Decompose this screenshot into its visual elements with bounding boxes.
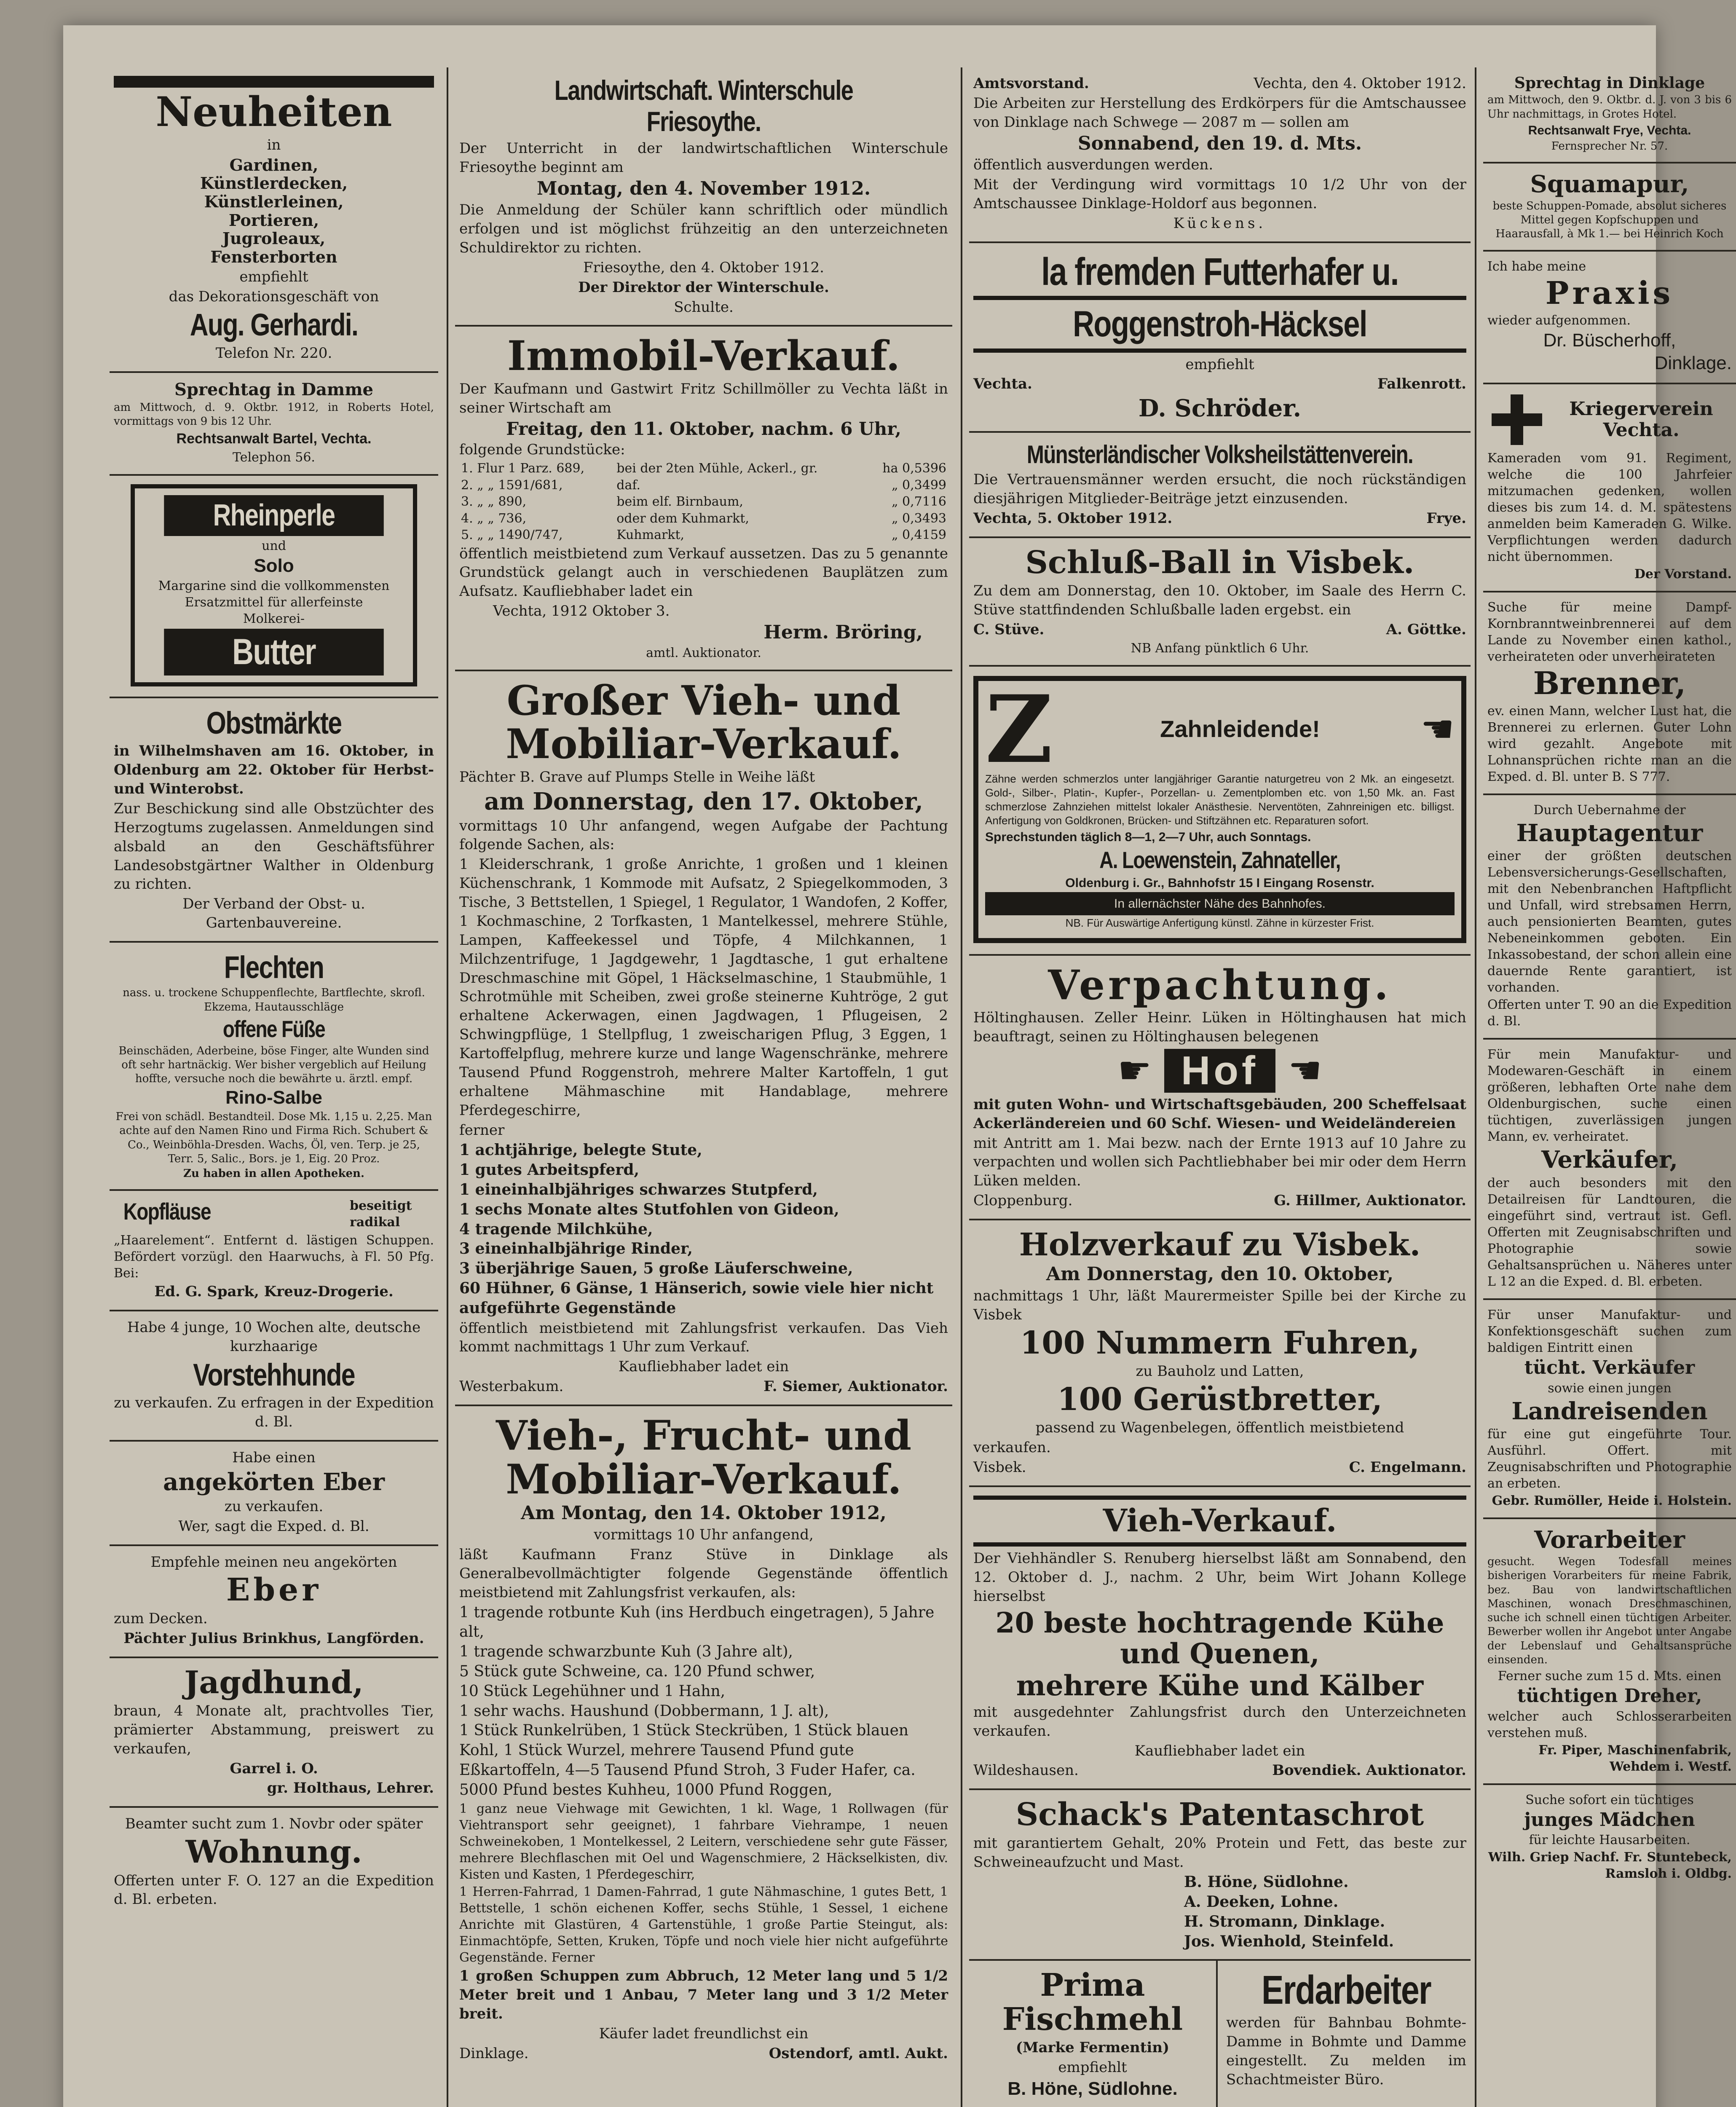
- ad-text: sowie einen jungen: [1548, 1381, 1672, 1396]
- ad-signature: A. Göttke.: [1386, 621, 1466, 638]
- ad-text: ev. einen Mann, welcher Lust hat, die Brennerei zu erlernen. Guter Lohn wird gezahlt. Angebote mit Lohnansprüchen richte man an die Exped. d. Bl. unter B. S 777.: [1487, 703, 1732, 784]
- ad-title: Verkäufer,: [1541, 1146, 1678, 1174]
- ad-phone: Telefon Nr. 220.: [215, 344, 332, 362]
- ad-name: Aug. Gerhardi.: [190, 307, 358, 343]
- ad-brenner: [1483, 592, 1736, 795]
- ad-text: öffentlich meistbietend zum Verkauf aussetzen. Das zu 5 genannte Grundstück gelangt auch in verschiedenen Bauplätzen zum Aufsatz. Kaufliebhaber ladet ein: [459, 545, 948, 600]
- ad-title: Schluß-Ball in Visbek.: [1025, 544, 1415, 581]
- ad-signature: Ed. G. Spark, Kreuz-Drogerie.: [154, 1283, 394, 1300]
- sellers-list: [973, 1872, 1466, 1951]
- list-item: 1 eineinhalbjähriges schwarzes Stutpferd,: [459, 1181, 818, 1198]
- ad-date: Montag, den 4. November 1912.: [536, 177, 871, 199]
- list-item: A. Deeken, Lohne.: [1184, 1893, 1339, 1911]
- ad-signature: Bovendiek. Auktionator.: [1272, 1762, 1466, 1779]
- ad-headline: mehrere Kühe und Kälber: [1016, 1669, 1424, 1702]
- column-rule: [1475, 67, 1476, 2107]
- ad-text: Suche sofort ein tüchtiges: [1525, 1792, 1694, 1807]
- ad-text: Habe einen: [232, 1449, 316, 1466]
- ad-text: Der Unterricht in der landwirtschaftlichen Winterschule Friesoythe beginnt am: [459, 139, 948, 176]
- plot-cell: 1. Flur 1 Parz. 689,: [461, 461, 585, 476]
- column-rule: [961, 67, 962, 2107]
- ad-text: in: [267, 136, 281, 153]
- ad-headline: offene Füße: [222, 1015, 325, 1042]
- ad-text: 1 Kleiderschrank, 1 große Anrichte, 1 großen und 1 kleinen Küchenschrank, 1 Kommode mit Aufsatz, 2 Spiegelkommoden, 3 Tische, 3 Bettstellen, 1 Spiegel, 1 Regulator, 1 Wandofen, 2 Koffer, 1 Kochmaschine, 2 Torfkasten, 1 Mantelkessel, mehrere Stühle, Lampen, Kaffeekessel und Töpfe, 4 Milchkannen, 1 Milchzentrifuge, 1 Jagdgewehr, 1 Jagdtasche, 1 gut erhaltene Dreschmaschine mit Göpel, 1 Häckselmaschine, 1 Staubmühle, 1 Schrotmühle mit Scheiben, zwei große steinerne Kuhtröge, 2 gut erhaltene Ackerwagen, einen Jagdwagen, 1 Pflugeisen, 2 Schwingpflüge, 1 Stellpflug, 1 zweischarigen Pflug, 3 Eggen, 1 Kartoffelpflug, mehrere kurze und lange Wagenschränke, mehrere Tausend Pfund Roggenstroh, mehrere Malter Kartoffeln, 1 gut erhaltene Mähmaschine mit Handablage, mehrere Pferdegeschirre,: [459, 856, 948, 1119]
- ad-text: zu verkaufen.: [224, 1498, 324, 1515]
- plot-cell: oder dem Kuhmarkt,: [616, 511, 749, 526]
- ad-text: Käufer ladet freundlichst ein: [599, 2025, 809, 2043]
- list-item: 10 Stück Legehühner und 1 Hahn,: [459, 1682, 726, 1700]
- ad-vieh-verkauf: [969, 1487, 1471, 1790]
- ad-place: Dinklage.: [459, 2045, 529, 2062]
- list-item: B. Höne, Südlohne.: [1184, 1873, 1349, 1891]
- ad-phone: Fernsprecher Nr. 57.: [1551, 139, 1668, 153]
- ad-maedchen: [1483, 1785, 1736, 1891]
- ad-title: Vorarbeiter: [1534, 1526, 1685, 1554]
- ad-vorstehhunde: [110, 1311, 438, 1442]
- plots-table: [459, 460, 948, 544]
- ad-title: Kriegerverein Vechta.: [1569, 398, 1713, 441]
- list-item: 1 tragende rotbunte Kuh (ins Herdbuch eingetragen), 5 Jahre alt,: [459, 1603, 935, 1641]
- column-4: [1483, 67, 1736, 2107]
- ad-title: Landreisenden: [1511, 1397, 1708, 1425]
- ad-sprechtag-dinklage: [1483, 67, 1736, 164]
- list-item: 1 Stück Runkelrüben, 1 Stück Steckrüben, 1 Stück blauen Kohl, 1 Stück Wurzel, mehrere Tausend Pfund gute Eßkartoffeln, 4—5 Tausend Pfund Stroh, 3 Fuder Hafer, ca. 5000 Pfund bestes Kuhheu, 1000 Pfund Roggen,: [459, 1722, 916, 1799]
- ad-text: Suche für meine Dampf-Kornbranntweinbrennerei auf dem Lande zu November einen kathol., verheirateten oder unverheirateten: [1487, 600, 1732, 665]
- ad-signature: F. Siemer, Auktionator.: [764, 1378, 948, 1395]
- plot-cell: 5. „ „ 1490/747,: [461, 528, 563, 542]
- plot-cell: daf.: [616, 477, 640, 493]
- ad-text: braun, 4 Monate alt, prachtvolles Tier, prämierter Abstammung, preiswert zu verkaufen,: [114, 1702, 434, 1757]
- ad-text: (Marke Fermentin): [1015, 2039, 1170, 2056]
- ad-signature: Schulte.: [674, 298, 734, 316]
- ad-text: Zähne werden schmerzlos unter langjähriger Garantie naturgetreu von 2 Mk. an eingesetzt. Gold-, Silber-, Platin-, Kupfer-, Porzellan- u. Zementplomben etc. von 1,50 Mk. an. Fast schmerzlose Zahnziehen mittelst lokaler Anästhesie. Nerventöten, Zahnreinigen etc. billigst. Anfertigung von Goldkronen, Brücken- und Stiftzähnen etc. Reparaturen sofort.: [985, 772, 1455, 827]
- ad-hauptagentur: [1483, 795, 1736, 1040]
- ad-text: Empfehle meinen neu angekörten: [150, 1553, 397, 1571]
- ad-title: Schack's Patentaschrot: [1015, 1796, 1424, 1833]
- ad-text: zu verkaufen. Zu erfragen in der Expedition d. Bl.: [114, 1394, 434, 1431]
- ad-text: 1 ganz neue Viehwage mit Gewichten, 1 kl. Wage, 1 Rollwagen (für Viehtransport sehr geeignet), 1 fahrbare Viehrampe, 1 neuen Schweinekoben, 1 Montelkessel, 2 Leitern, verschiedene sehr gute Fässer, mehrere Blechflaschen mit Oel und Wagenschmiere, 2 Häckselkisten, div. Kisten und Kasten, 1 Pferdegeschirr,: [459, 1801, 948, 1882]
- ad-text: nass. u. trockene Schuppenflechte, Bartflechte, skrofl. Ekzema, Hautausschläge: [123, 986, 425, 1013]
- plot-cell: 3. „ „ 890,: [461, 494, 527, 509]
- ad-signature: Fr. Piper, Maschinenfabrik, Wehdem i. Westf.: [1538, 1742, 1732, 1774]
- ad-text: mit guten Wohn- und Wirtschaftsgebäuden, 200 Scheffelsaat Ackerländereien und 60 Schf. Wiesen- und Weideländereien: [973, 1096, 1466, 1132]
- ad-title: Praxis: [1545, 275, 1674, 311]
- ad-title: Roggenstroh-Häcksel: [1073, 303, 1367, 344]
- ad-title: Eber: [226, 1572, 322, 1608]
- ad-headline: Hof: [1164, 1049, 1275, 1093]
- list-item: 60 Hühner, 6 Gänse, 1 Hänserich, sowie viele hier nicht aufgeführte Gegenstände: [459, 1279, 934, 1317]
- ad-title: Obstmärkte: [206, 705, 342, 740]
- ad-futterhafer: [969, 243, 1471, 433]
- ad-signature: amtl. Auktionator.: [646, 645, 761, 660]
- ad-title: Münsterländischer Volksheilstättenverein.: [1026, 440, 1413, 469]
- list-item: 1 sehr wachs. Haushund (Dobbermann, 1 J. alt),: [459, 1702, 829, 1720]
- ad-text: und: [262, 538, 286, 553]
- ad-text: Mit der Verdingung wird vormittags 10 1/2 Uhr von der Amtschaussee Dinklage-Holdorf aus begonnen.: [973, 176, 1466, 212]
- ad-name: Rechtsanwalt Frye, Vechta.: [1528, 123, 1691, 137]
- ad-signature: Wilh. Griep Nachf. Fr. Stuntebeck, Ramsloh i. Oldbg.: [1488, 1850, 1732, 1882]
- ad-title: Erdarbeiter: [1262, 1967, 1431, 2013]
- ad-praxis: [1483, 252, 1736, 385]
- ad-text: der auch besonders mit den Detailreisen für Landtouren, die eingeführt sind, vertraut ist. Gefl. Offerten mit Zeugnisabschriften und Photographie sowie Gehaltsansprüchen u. Näheres unter L 12 an die Exped. d. Bl. erbeten.: [1487, 1176, 1732, 1289]
- ad-signature: Kückens.: [1173, 214, 1267, 232]
- ad-text: mit garantiertem Gehalt, 20% Protein und Fett, das beste zur Schweineaufzucht und Mast.: [973, 1834, 1466, 1871]
- ad-vorarbeiter: [1483, 1519, 1736, 1785]
- ad-place: Vechta, den 4. Oktober 1912.: [1254, 75, 1466, 92]
- ad-title: Neuheiten: [155, 88, 392, 136]
- ad-kriegerverein: [1483, 384, 1736, 592]
- ad-signature: gr. Holthaus, Lehrer.: [267, 1780, 434, 1797]
- plot-row: [459, 527, 948, 544]
- plot-cell: 2. „ „ 1591/681,: [461, 477, 563, 493]
- ad-title: Prima Fischmehl: [1002, 1967, 1183, 2038]
- ad-text: „Haarelement“. Entfernt d. lästigen Schuppen. Befördert vorzügl. den Haarwuchs, à Fl. 50 Pfg. Bei:: [114, 1233, 434, 1281]
- ad-volksheilstaetten: [969, 433, 1471, 538]
- ad-place: Falkenrott.: [1377, 375, 1466, 393]
- plot-cell: „ 0,3499: [891, 477, 946, 493]
- ad-vieh-mobiliar-2: [455, 1406, 952, 2072]
- column-1: [110, 67, 438, 2107]
- list-item: 1 achtjährige, belegte Stute,: [459, 1141, 702, 1159]
- ad-immobil-verkauf: [455, 327, 952, 671]
- list-item: Jos. Wienhold, Steinfeld.: [1184, 1932, 1394, 1950]
- ad-holzverkauf: [969, 1220, 1471, 1487]
- ad-kopflaeuse: [110, 1191, 438, 1311]
- ad-name: A. Loewenstein, Zahnateller,: [1099, 846, 1340, 873]
- ad-text: verkaufen.: [973, 1439, 1051, 1456]
- ad-squamapur: [1483, 164, 1736, 252]
- ad-title: Großer Vieh- und Mobiliar-Verkauf.: [506, 676, 902, 768]
- ad-text: Der Kaufmann und Gastwirt Fritz Schillmöller zu Vechta läßt in seiner Wirtschaft am: [459, 381, 948, 416]
- ad-wohnung: [110, 1808, 438, 1917]
- ad-text: öffentlich meistbietend mit Zahlungsfrist verkaufen. Das Vieh kommt nachmittags 1 Uhr zum Verkauf.: [459, 1319, 948, 1356]
- ad-eber-1: [110, 1442, 438, 1546]
- ad-title: Vieh-, Frucht- und Mobiliar-Verkauf.: [496, 1412, 912, 1503]
- ad-text: Wer, sagt die Exped. d. Bl.: [178, 1517, 370, 1535]
- ad-text: Zu haben in allen Apotheken.: [183, 1167, 364, 1180]
- ad-text: zum Decken.: [114, 1610, 208, 1627]
- ad-place: Westerbakum.: [459, 1378, 564, 1395]
- ad-title: Holzverkauf zu Visbek.: [1019, 1227, 1421, 1263]
- ad-text: Für unser Manufaktur- und Konfektionsgeschäft suchen zum baldigen Eintritt einen: [1487, 1308, 1732, 1356]
- ad-winterschule: [455, 67, 952, 327]
- ad-title: junges Mädchen: [1524, 1809, 1695, 1831]
- ad-signature: Gebr. Rumöller, Heide i. Holstein.: [1492, 1493, 1732, 1509]
- ad-title: Brenner,: [1533, 665, 1686, 702]
- ad-place: Friesoythe, den 4. Oktober 1912.: [583, 259, 824, 276]
- ad-title: Sprechtag in Dinklage: [1514, 74, 1705, 92]
- ad-text: einer der größten deutschen Lebensversicherungs-Gesellschaften, mit den Nebenbranchen Haftpflicht und Unfall, wird strebsamen Herrn, auch pensionierten Beamten, gutes Nebeneinkommen geboten. Ein Inkassobestand, der schon allein eine dauernde Rente garantiert, ist vorhanden.: [1487, 849, 1732, 995]
- ad-sprechtag-damme: [110, 373, 438, 476]
- list-item: 1 sechs Monate altes Stutfohlen von Gideon,: [459, 1200, 839, 1218]
- ad-date: am Donnerstag, den 17. Oktober,: [484, 787, 923, 815]
- ad-text: empfiehlt: [239, 268, 308, 285]
- list-item: 5 Stück gute Schweine, ca. 120 Pfund schwer,: [459, 1662, 815, 1680]
- ad-flechten: [110, 943, 438, 1191]
- ad-text: für eine gut eingeführte Tour. Ausführl. Offert. mit Zeugnisabschriften und Photographie an erbeten.: [1487, 1427, 1732, 1491]
- ad-text: Zur Beschickung sind alle Obstzüchter des Herzogtums zugelassen. Anmeldungen sind alsbald an den Geschäftsführer Landesobstgärtner Walther in Oldenburg zu richten.: [114, 800, 434, 893]
- ad-text: Margarine sind die vollkommensten Ersatzmittel für allerfeinste Molkerei-: [158, 579, 390, 627]
- ad-text: Die Vertrauensmänner werden ersucht, die noch rückständigen diesjährigen Mitglieder-Beiträge jetzt einzusenden.: [973, 471, 1466, 507]
- ad-text: empfiehlt: [1185, 356, 1254, 373]
- ad-address: Oldenburg i. Gr., Bahnhofstr 15 I Eingang Rosenstr.: [1065, 876, 1374, 890]
- ad-text: Beinschäden, Aderbeine, böse Finger, alte Wunden sind oft sehr hartnäckig. Wer bisher vergeblich auf Heilung hoffte, versuche noch die bewährte u. ärztl. empf.: [118, 1044, 429, 1086]
- ad-vieh-mobiliar-1: [455, 671, 952, 1406]
- ad-text: in Wilhelmshaven am 16. Oktober, in Oldenburg am 22. Oktober für Herbst- und Winterobst.: [114, 743, 434, 798]
- ad-frame: [131, 484, 417, 686]
- ad-place: Cloppenburg.: [973, 1192, 1073, 1209]
- ad-note: NB Anfang pünktlich 6 Uhr.: [1131, 641, 1309, 656]
- ad-text: Ich habe meine: [1487, 259, 1586, 274]
- pointing-hand-icon: ☚: [1420, 707, 1455, 751]
- ad-text: Habe 4 junge, 10 Wochen alte, deutsche kurzhaarige: [127, 1319, 421, 1355]
- ad-title: Landwirtschaft. Winterschule Friesoythe.: [554, 75, 853, 137]
- list-item: 3 überjährige Sauen, 5 große Läuferschweine,: [459, 1260, 853, 1278]
- ad-text: nachmittags 1 Uhr, läßt Maurermeister Spille bei der Kirche zu Visbek: [973, 1287, 1466, 1323]
- column-rule: [447, 67, 448, 2107]
- ad-amtsvorstand: [969, 67, 1471, 243]
- ad-jagdhund: [110, 1658, 438, 1808]
- ad-eber-2: [110, 1546, 438, 1658]
- ad-place: Visbek.: [973, 1459, 1026, 1476]
- ad-text: am Mittwoch, d. 9. Oktbr. 1912, in Roberts Hotel, vormittags von 9 bis 12 Uhr.: [114, 401, 434, 428]
- ad-title: Zahnleidende!: [1160, 716, 1320, 743]
- ad-name: Rechtsanwalt Bartel, Vechta.: [176, 431, 372, 447]
- ad-fischmehl: [969, 1961, 1218, 2107]
- ad-erdarbeiter: [1222, 1961, 1471, 2098]
- ad-signature: C. Stüve.: [973, 621, 1045, 638]
- ad-text: Zu dem am Donnerstag, den 10. Oktober, im Saale des Herrn C. Stüve stattfindenden Schlußballe laden ergebst. ein: [973, 582, 1466, 618]
- ad-text: Höltinghausen. Zeller Heinr. Lüken in Höltinghausen hat mich beauftragt, seinen zu Höltinghausen belegenen: [973, 1009, 1466, 1045]
- plot-cell: „ 0,3493: [891, 511, 946, 526]
- plot-cell: beim elf. Birnbaum,: [616, 494, 743, 509]
- ad-date: Am Donnerstag, den 10. Oktober,: [1046, 1263, 1394, 1285]
- ad-place: Vechta.: [973, 375, 1032, 393]
- ad-item-list: Gardinen, Künstlerdecken, Künstlerleinen, Portieren, Jugroleaux, Fensterborten: [200, 155, 348, 266]
- ad-date: Am Montag, den 14. Oktober 1912,: [521, 1502, 887, 1524]
- ad-zahnleidende: [969, 667, 1471, 956]
- ad-title: Vorstehhunde: [193, 1357, 355, 1393]
- ad-signature: B. Höne, Südlohne.: [1007, 2078, 1178, 2099]
- ad-title: Squamapur,: [1530, 170, 1689, 198]
- list-item: H. Stromann, Dinklage.: [1184, 1913, 1385, 1931]
- ad-place: Dinklage.: [1654, 352, 1732, 373]
- ad-title: tücht. Verkäufer: [1524, 1357, 1695, 1379]
- ad-title: Verpachtung.: [1048, 961, 1392, 1009]
- ad-phone: Telephon 56.: [233, 450, 315, 465]
- ad-schack-patentaschrot: [969, 1790, 1471, 1960]
- ad-text: Kameraden vom 91. Regiment, welche die 100 Jahrfeier mitzumachen gedenken, wollen dieses bis zum 14. d. M. spätestens anmelden beim Kameraden G. Wilke. Verpflichtungen werden dadurch nicht übernommen.: [1487, 451, 1732, 565]
- ad-date: Sonnabend, den 19. d. Mts.: [1077, 132, 1362, 154]
- ad-title: angekörten Eber: [163, 1468, 385, 1496]
- animals-list: [459, 1140, 948, 1318]
- ad-text: Die Arbeiten zur Herstellung des Erdkörpers für die Amtschaussee von Dinklage nach Schwege — 2087 m — sollen am: [973, 94, 1466, 131]
- ad-text: werden für Bahnbau Bohmte-Damme in Bohmte und Damme eingestellt. Zu melden im Schachtmeister Büro.: [1226, 2014, 1466, 2088]
- ad-text: wieder aufgenommen.: [1487, 313, 1631, 328]
- plot-cell: bei der 2ten Mühle, Ackerl., gr.: [616, 461, 818, 476]
- ad-note: In allernächster Nähe des Bahnhofes.: [985, 892, 1455, 915]
- ad-place: Vechta, 5. Oktober 1912.: [973, 509, 1173, 527]
- ad-text: Pächter B. Grave auf Plumps Stelle in Weihe läßt: [459, 768, 815, 785]
- ad-title: Vieh-Verkauf.: [1103, 1503, 1337, 1539]
- ad-text: folgende Grundstücke:: [459, 441, 625, 458]
- list-item: 4 tragende Milchkühe,: [459, 1220, 653, 1238]
- ad-headline: Rino-Salbe: [225, 1087, 322, 1108]
- ad-rheinperle: [110, 476, 438, 698]
- ad-neuheiten: [110, 67, 438, 373]
- ad-text: läßt Kaufmann Franz Stüve in Dinklage als Generalbevollmächtigter folgende Gegenstände öffentlich meistbietend mit Zahlungsfrist verkaufen, als:: [459, 1546, 948, 1601]
- ad-title: Jagdhund,: [184, 1664, 364, 1701]
- ad-text: Beamter sucht zum 1. Novbr oder später: [125, 1815, 423, 1833]
- ad-text: öffentlich ausverdungen werden.: [973, 156, 1214, 174]
- ad-obstmaerkte: [110, 698, 438, 943]
- ad-landreisend: [1483, 1300, 1736, 1519]
- ad-title: Sprechtag in Damme: [174, 379, 373, 399]
- ad-text: vormittags 10 Uhr anfangend,: [594, 1526, 814, 1544]
- bottom-ads-row: [969, 1961, 1471, 2107]
- newspaper-page: [63, 25, 1732, 2107]
- ad-signature: Pächter Julius Brinkhus, Langförden.: [123, 1630, 424, 1647]
- plot-row: [459, 460, 948, 477]
- ad-tag: beseitigt radikal: [350, 1198, 412, 1230]
- ad-signature: Der Direktor der Winterschule.: [578, 279, 829, 296]
- ad-signature: Frye.: [1426, 509, 1466, 527]
- plot-row: [459, 493, 948, 510]
- ad-place: Wildeshausen.: [973, 1762, 1079, 1779]
- ad-signature: C. Engelmann.: [1349, 1459, 1466, 1476]
- column-3: [969, 67, 1471, 2107]
- ad-title: Immobil-Verkauf.: [507, 332, 900, 380]
- ad-text: das Dekorationsgeschäft von: [169, 288, 379, 305]
- ad-text: Für mein Manufaktur- und Modewaren-Geschäft in einem größeren, lebhaften Orte nahe dem Oldenburgischen, suche einen tüchtigen, zuverlässigen jungen Mann, ev. verheiratet.: [1487, 1047, 1732, 1145]
- plot-row: [459, 510, 948, 527]
- plot-cell: ha 0,5396: [882, 461, 946, 476]
- ad-text: Durch Uebernahme der: [1533, 802, 1686, 818]
- ad-signature: Der Vorstand.: [1634, 567, 1732, 582]
- ad-text: beste Schuppen-Pomade, absolut sicheres Mittel gegen Kopfschuppen und Haarausfall, à Mk 1.— bei Heinrich Koch: [1492, 199, 1727, 241]
- ad-frame: [973, 676, 1466, 943]
- ad-date: Freitag, den 11. Oktober, nachm. 6 Uhr,: [506, 418, 901, 439]
- ad-title: Flechten: [224, 950, 324, 985]
- ad-name: Dr. Büscherhoff,: [1543, 330, 1676, 351]
- ad-text: Offerten unter F. O. 127 an die Expedition d. Bl. erbeten.: [114, 1872, 434, 1908]
- ad-hours: Sprechstunden täglich 8—1, 2—7 Uhr, auch Sonntags.: [985, 830, 1311, 844]
- plot-cell: „ 0,4159: [891, 528, 946, 542]
- ad-text: zu Bauholz und Latten,: [1136, 1363, 1304, 1380]
- ad-signature: Ostendorf, amtl. Aukt.: [769, 2045, 948, 2062]
- ad-text: passend zu Wagenbelegen, öffentlich meistbietend: [1035, 1419, 1404, 1437]
- ad-headline: 100 Nummern Fuhren,: [1020, 1324, 1420, 1361]
- ad-schlussball: [969, 538, 1471, 667]
- ad-signature: Der Verband der Obst- u. Gartenbauvereine.: [182, 895, 365, 932]
- ad-signature: Herm. Bröring,: [764, 622, 923, 643]
- ad-text: Kaufliebhaber ladet ein: [1134, 1742, 1305, 1759]
- ad-text: vormittags 10 Uhr anfangend, wegen Aufgabe der Pachtung folgende Sachen, als:: [459, 817, 948, 853]
- list-item: 3 eineinhalbjährige Rinder,: [459, 1240, 693, 1258]
- ad-title: Amtsvorstand.: [973, 75, 1089, 92]
- ad-text: Frei von schädl. Bestandteil. Dose Mk. 1,15 u. 2,25. Man achte auf den Namen Rino und Firma Rich. Schubert & Co., Weinböhla-Dresden. Wachs, Öl, ven. Terp. je 25, Terr. 5, Salic., Bors. je 1, Eig. 20 Proz.: [115, 1110, 432, 1165]
- initial-letter: Z: [985, 674, 1053, 784]
- plot-cell: „ 0,7116: [891, 494, 946, 509]
- ad-signature: D. Schröder.: [1138, 394, 1302, 423]
- ad-signature: Garrel i. O.: [230, 1760, 318, 1777]
- ad-text: Kaufliebhaber ladet ein: [618, 1358, 789, 1375]
- ad-text: Die Anmeldung der Schüler kann schriftlich oder mündlich erfolgen und ist möglichst frühzeitig an den unterzeichneten Schuldirektor zu richten.: [459, 201, 948, 256]
- ad-text: Ferner suche zum 15 d. Mts. einen: [1498, 1669, 1722, 1684]
- ad-title: tüchtigen Dreher,: [1517, 1685, 1702, 1707]
- ad-text: Der Viehhändler S. Renuberg hierselbst läßt am Sonnabend, den 12. Oktober d. J., nachm. 2 Uhr, beim Wirt Johann Kollege hierselbst: [973, 1550, 1466, 1605]
- ad-headline: 20 beste hochtragende Kühe und Quenen,: [995, 1606, 1444, 1670]
- ad-text: Offerten unter T. 90 an die Expedition d. Bl.: [1487, 997, 1732, 1029]
- ad-place: Vechta, 1912 Oktober 3.: [493, 603, 670, 620]
- ad-text: empfiehlt: [1058, 2059, 1127, 2076]
- ad-title: la fremden Futterhafer u.: [1041, 250, 1398, 293]
- plot-cell: Kuhmarkt,: [616, 528, 685, 542]
- ad-text: gesucht. Wegen Todesfall meines bisherigen Vorarbeiters für meine Fabrik, bez. Bau von landwirtschaftlichen Maschinen, wonach Dreschmaschinen, suche ich schnell einen tüchtigen Arbeiter. Bewerber wollen ihr Angebot unter Angabe der Lebenslauf und Gehaltsansprüche einsenden.: [1487, 1555, 1732, 1666]
- ad-verpachtung: [969, 956, 1471, 1220]
- ad-title: Hauptagentur: [1516, 819, 1703, 847]
- ad-title: Wohnung.: [185, 1834, 362, 1871]
- brand-logo: Rheinperle: [164, 495, 384, 536]
- divider: [114, 76, 434, 88]
- pointing-hand-icon: ☛: [1117, 1048, 1152, 1093]
- brand-logo: Solo: [254, 555, 294, 576]
- ad-headline: 100 Gerüstbretter,: [1057, 1381, 1382, 1418]
- ad-text: am Mittwoch, den 9. Oktbr. d. J. von 3 bis 6 Uhr nachmittags, in Grotes Hotel.: [1487, 94, 1732, 121]
- plot-cell: 4. „ „ 736,: [461, 511, 527, 526]
- list-item: 1 gutes Arbeitspferd,: [459, 1161, 640, 1179]
- ad-text: ferner: [459, 1121, 505, 1139]
- items-list: [459, 1603, 948, 1800]
- column-2: [455, 67, 952, 2107]
- brand-logo: Butter: [164, 629, 384, 676]
- iron-cross-icon: [1487, 390, 1546, 449]
- ad-title: Kopfläuse: [123, 1198, 211, 1225]
- ad-text: für leichte Hausarbeiten.: [1529, 1833, 1690, 1848]
- plot-row: [459, 477, 948, 494]
- list-item: 1 tragende schwarzbunte Kuh (3 Jahre alt),: [459, 1643, 793, 1661]
- ad-manufaktur-verkaeufer: [1483, 1040, 1736, 1300]
- pointing-hand-icon: ☚: [1288, 1048, 1322, 1093]
- ad-text: mit ausgedehnter Zahlungsfrist durch den Unterzeichneten verkaufen.: [973, 1703, 1466, 1740]
- ad-text: mit Antritt am 1. Mai bezw. nach der Ernte 1913 auf 10 Jahre zu verpachten und wollen sich Pachtliebhaber bei mir oder dem Herrn Lüken melden.: [973, 1134, 1466, 1190]
- ad-text: 1 Herren-Fahrrad, 1 Damen-Fahrrad, 1 gute Nähmaschine, 1 gutes Bett, 1 Bettstelle, 1 schön eichenen Koffer, sechs Stühle, 1 Sessel, 1 eichene Anrichte mit Glastüren, 4 Gartenstühle, 1 große Partie Steingut, als: Einmachtöpfe, Setten, Kruken, Töpfe und noch viele hier nicht aufgeführte Gegenstände. Ferner: [459, 1885, 948, 1965]
- ad-signature: G. Hillmer, Auktionator.: [1274, 1192, 1466, 1209]
- ad-text: 1 großen Schuppen zum Abbruch, 12 Meter lang und 5 1/2 Meter breit und 1 Anbau, 7 Meter lang und 3 1/2 Meter breit.: [459, 1968, 948, 2023]
- ad-note: NB. Für Auswärtige Anfertigung künstl. Zähne in kürzester Frist.: [1065, 917, 1374, 930]
- ad-text: welcher auch Schlosserarbeiten verstehen muß.: [1487, 1709, 1732, 1740]
